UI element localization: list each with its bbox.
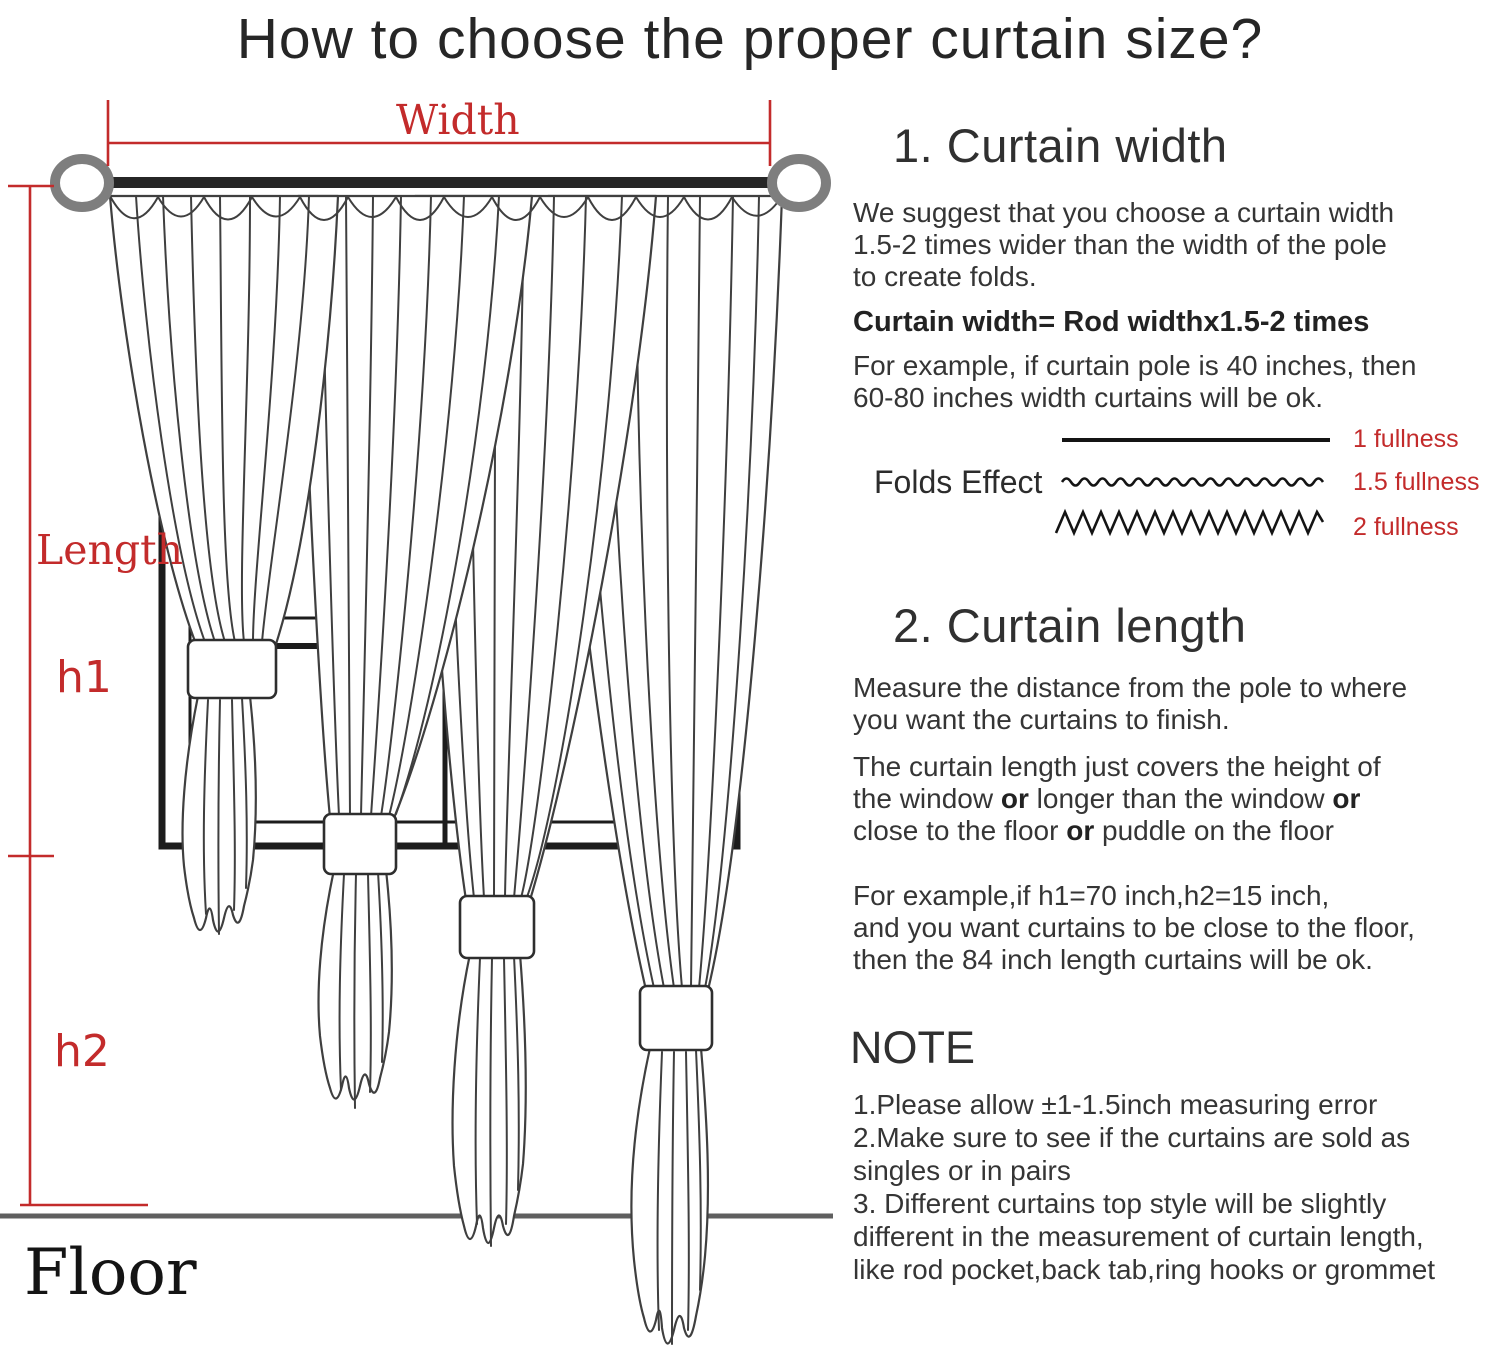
fullness-2-label: 2 fullness bbox=[1353, 513, 1459, 541]
bold-or: or bbox=[1332, 783, 1361, 814]
tieback-band bbox=[460, 896, 534, 958]
bold-or: or bbox=[1066, 815, 1095, 846]
width-label: Width bbox=[396, 96, 520, 144]
fullness-1-5-label: 1.5 fullness bbox=[1353, 468, 1480, 496]
section2-example-line: For example,if h1=70 inch,h2=15 inch, bbox=[853, 880, 1330, 911]
section2-example-line: then the 84 inch length curtains will be ok. bbox=[853, 944, 1373, 975]
section2-paragraph-line bbox=[853, 815, 1334, 847]
section2-paragraph-line: you want the curtains to finish. bbox=[853, 704, 1230, 735]
fullness-1-5-wavy-line bbox=[1062, 479, 1323, 486]
tieback-band bbox=[188, 640, 276, 698]
note-line: singles or in pairs bbox=[853, 1155, 1071, 1186]
section1-example-line: For example, if curtain pole is 40 inches, then bbox=[853, 350, 1417, 381]
h2-label: h2 bbox=[54, 1026, 110, 1077]
note-line: 3. Different curtains top style will be slightly bbox=[853, 1188, 1387, 1219]
tieback-band bbox=[324, 814, 396, 874]
section1-example-line: 60-80 inches width curtains will be ok. bbox=[853, 382, 1324, 413]
section1-paragraph-line: We suggest that you choose a curtain width bbox=[853, 197, 1395, 228]
text-part: puddle on the floor bbox=[1094, 815, 1334, 846]
note-heading: NOTE bbox=[850, 1022, 976, 1073]
length-label: Length bbox=[36, 526, 184, 574]
fullness-1-label: 1 fullness bbox=[1353, 425, 1459, 453]
rod-ring-right bbox=[772, 159, 826, 207]
tieback-band bbox=[640, 986, 712, 1050]
section2-paragraph-line: The curtain length just covers the height of bbox=[853, 751, 1381, 782]
folds-effect-lines bbox=[1040, 415, 1340, 555]
text-part: the window bbox=[853, 783, 1001, 814]
curtain-rod bbox=[96, 177, 784, 188]
note-line: 2.Make sure to see if the curtains are sold as bbox=[853, 1122, 1411, 1153]
bold-or: or bbox=[1000, 783, 1029, 814]
text-part: close to the floor bbox=[853, 815, 1067, 846]
folds-effect-label: Folds Effect bbox=[874, 464, 1043, 500]
section1-paragraph-line: to create folds. bbox=[853, 261, 1037, 292]
h1-label: h1 bbox=[56, 652, 112, 703]
section1-heading: 1. Curtain width bbox=[893, 119, 1228, 172]
section2-heading: 2. Curtain length bbox=[893, 599, 1247, 652]
rod-ring-left bbox=[55, 159, 109, 207]
text-part: longer than the window bbox=[1028, 783, 1333, 814]
fullness-2-zigzag-line bbox=[1056, 512, 1323, 533]
floor-label: Floor bbox=[24, 1236, 197, 1310]
section2-example-line: and you want curtains to be close to the floor, bbox=[853, 912, 1415, 943]
section2-paragraph-line: Measure the distance from the pole to where bbox=[853, 672, 1408, 703]
note-line: different in the measurement of curtain length, bbox=[853, 1221, 1424, 1252]
section1-paragraph-line: 1.5-2 times wider than the width of the pole bbox=[853, 229, 1387, 260]
curtain-width-formula: Curtain width= Rod widthx1.5-2 times bbox=[853, 306, 1370, 338]
note-line: like rod pocket,back tab,ring hooks or grommet bbox=[853, 1254, 1436, 1285]
page-title: How to choose the proper curtain size? bbox=[236, 7, 1264, 71]
note-line: 1.Please allow ±1-1.5inch measuring error bbox=[853, 1089, 1378, 1120]
section2-paragraph-line bbox=[853, 783, 1360, 815]
